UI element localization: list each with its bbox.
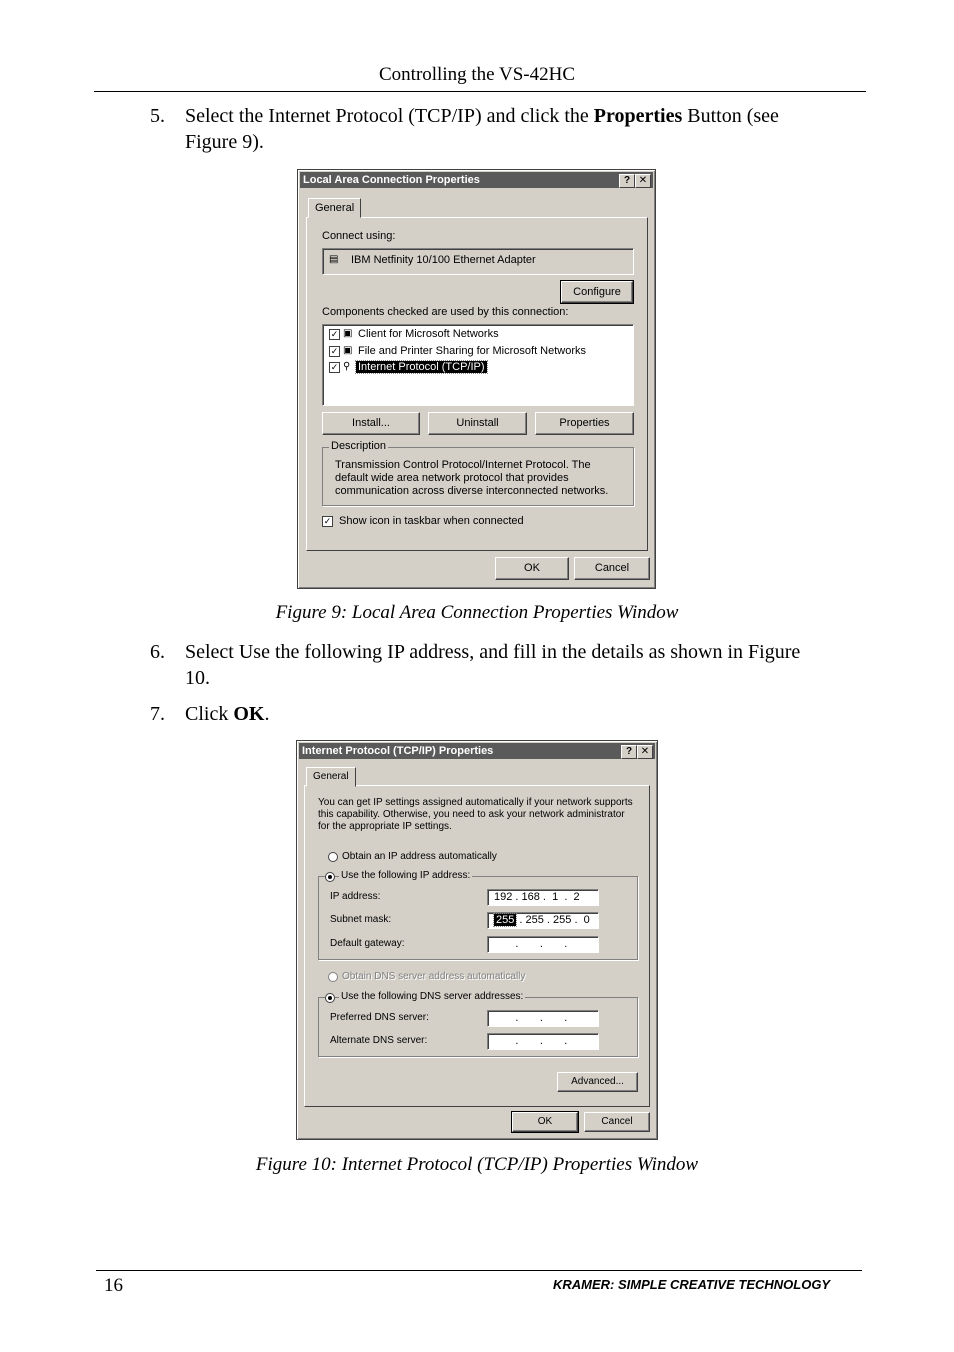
description-text: Transmission Control Protocol/Internet Protocol. The default wide area network protocol that provides communication across diverse interconnected networks. bbox=[335, 459, 609, 497]
page-number: 16 bbox=[104, 1275, 123, 1296]
cancel-button[interactable]: Cancel bbox=[574, 557, 650, 580]
footer-brand: KRAMER: SIMPLE CREATIVE TECHNOLOGY bbox=[553, 1277, 831, 1292]
step-text: Select Use the following IP address, and fill in the details as shown in Figure 10. bbox=[185, 641, 801, 689]
network-adapter-icon: ▤ bbox=[329, 254, 339, 265]
ip-address-field[interactable]: 192 . 168 . 1 . 2 bbox=[487, 889, 599, 906]
ok-button[interactable]: OK bbox=[512, 1112, 578, 1132]
step-5 bbox=[150, 103, 850, 155]
components-label: Components checked are used by this connection: bbox=[322, 306, 569, 318]
dns-group bbox=[318, 991, 638, 1057]
description-legend: Description bbox=[331, 440, 387, 452]
subnet-mask-field[interactable]: 255 . 255 . 255 . 0 bbox=[487, 912, 599, 929]
subnet-selected-octet: 255 bbox=[496, 914, 515, 926]
list-item-selected[interactable]: Internet Protocol (TCP/IP) bbox=[358, 361, 485, 373]
configure-button[interactable]: Configure bbox=[561, 281, 633, 303]
footer-rule bbox=[96, 1270, 862, 1271]
checkbox[interactable]: ✓ bbox=[330, 329, 339, 339]
alternate-dns-label: Alternate DNS server: bbox=[330, 1035, 428, 1046]
tab-general[interactable]: General bbox=[306, 767, 356, 787]
step-text: Click OK. bbox=[185, 703, 270, 725]
cancel-button[interactable]: Cancel bbox=[584, 1112, 650, 1132]
components-list[interactable] bbox=[322, 324, 634, 406]
help-button[interactable]: ? bbox=[621, 745, 637, 759]
checkbox[interactable]: ✓ bbox=[330, 346, 339, 356]
subnet-mask-label: Subnet mask: bbox=[330, 914, 392, 925]
step-text: Select the Internet Protocol (TCP/IP) and click the Properties Button (see Figure 9). bbox=[185, 105, 779, 153]
protocol-icon: ⚲ bbox=[343, 361, 351, 372]
step-number: 5. bbox=[150, 105, 165, 127]
use-ip-label: Use the following IP address: bbox=[341, 870, 471, 881]
close-button[interactable]: ✕ bbox=[635, 174, 651, 188]
checkbox[interactable]: ✓ bbox=[330, 362, 339, 372]
use-dns-radio[interactable] bbox=[325, 993, 335, 1003]
show-icon-checkbox[interactable]: ✓ bbox=[323, 516, 332, 526]
default-gateway-field[interactable]: . . . bbox=[487, 936, 599, 953]
show-icon-label: Show icon in taskbar when connected bbox=[339, 515, 524, 527]
properties-button[interactable]: Properties bbox=[535, 412, 634, 435]
tcpip-properties-dialog bbox=[296, 740, 658, 1140]
list-item[interactable]: Client for Microsoft Networks bbox=[358, 328, 499, 340]
page-header-title: Controlling the VS-42HC bbox=[379, 64, 575, 85]
close-button[interactable]: ✕ bbox=[637, 745, 653, 759]
step-7 bbox=[150, 701, 850, 727]
obtain-dns-label: Obtain DNS server address automatically bbox=[342, 971, 526, 982]
ok-button[interactable]: OK bbox=[495, 557, 569, 580]
step-number: 7. bbox=[150, 703, 165, 725]
tab-general[interactable]: General bbox=[308, 198, 361, 218]
obtain-ip-label: Obtain an IP address automatically bbox=[342, 851, 497, 862]
file-printer-sharing-icon: ▣ bbox=[343, 345, 353, 356]
client-network-icon: ▣ bbox=[343, 328, 353, 339]
dialog-titlebar bbox=[299, 743, 655, 759]
ip-address-group bbox=[318, 870, 638, 960]
step-bold: Properties bbox=[593, 105, 683, 127]
figure-9-caption: Figure 9: Local Area Connection Properties Window bbox=[275, 602, 679, 623]
ip-address-label: IP address: bbox=[330, 891, 381, 902]
preferred-dns-field[interactable]: . . . bbox=[487, 1010, 599, 1027]
intro-text: You can get IP settings assigned automatically if your network supports this capability. Otherwise, you need to ask your network administrator for the appropriate IP settings. bbox=[318, 797, 633, 832]
use-dns-label: Use the following DNS server addresses: bbox=[341, 991, 524, 1002]
use-ip-radio[interactable] bbox=[325, 872, 335, 882]
help-button[interactable]: ? bbox=[619, 174, 635, 188]
uninstall-button[interactable]: Uninstall bbox=[428, 412, 527, 435]
preferred-dns-label: Preferred DNS server: bbox=[330, 1012, 429, 1023]
header-rule bbox=[94, 91, 866, 92]
step-bold: OK bbox=[233, 703, 265, 725]
obtain-dns-radio[interactable] bbox=[328, 972, 338, 982]
description-group bbox=[322, 440, 634, 506]
default-gateway-label: Default gateway: bbox=[330, 938, 405, 949]
adapter-box bbox=[322, 248, 634, 275]
step-number: 6. bbox=[150, 641, 165, 663]
alternate-dns-field[interactable]: . . . bbox=[487, 1033, 599, 1050]
local-area-connection-dialog bbox=[297, 169, 656, 589]
dialog-titlebar bbox=[300, 172, 653, 188]
obtain-ip-radio[interactable] bbox=[328, 852, 338, 862]
figure-10-caption: Figure 10: Internet Protocol (TCP/IP) Properties Window bbox=[255, 1154, 699, 1175]
advanced-button[interactable]: Advanced... bbox=[557, 1072, 638, 1092]
dialog-title: Local Area Connection Properties bbox=[303, 174, 480, 186]
connect-using-label: Connect using: bbox=[322, 230, 396, 242]
adapter-name: IBM Netfinity 10/100 Ethernet Adapter bbox=[351, 254, 536, 266]
dialog-title: Internet Protocol (TCP/IP) Properties bbox=[302, 745, 494, 757]
install-button[interactable]: Install... bbox=[322, 412, 420, 435]
step-6 bbox=[150, 639, 850, 691]
list-item[interactable]: File and Printer Sharing for Microsoft Networks bbox=[358, 345, 587, 357]
